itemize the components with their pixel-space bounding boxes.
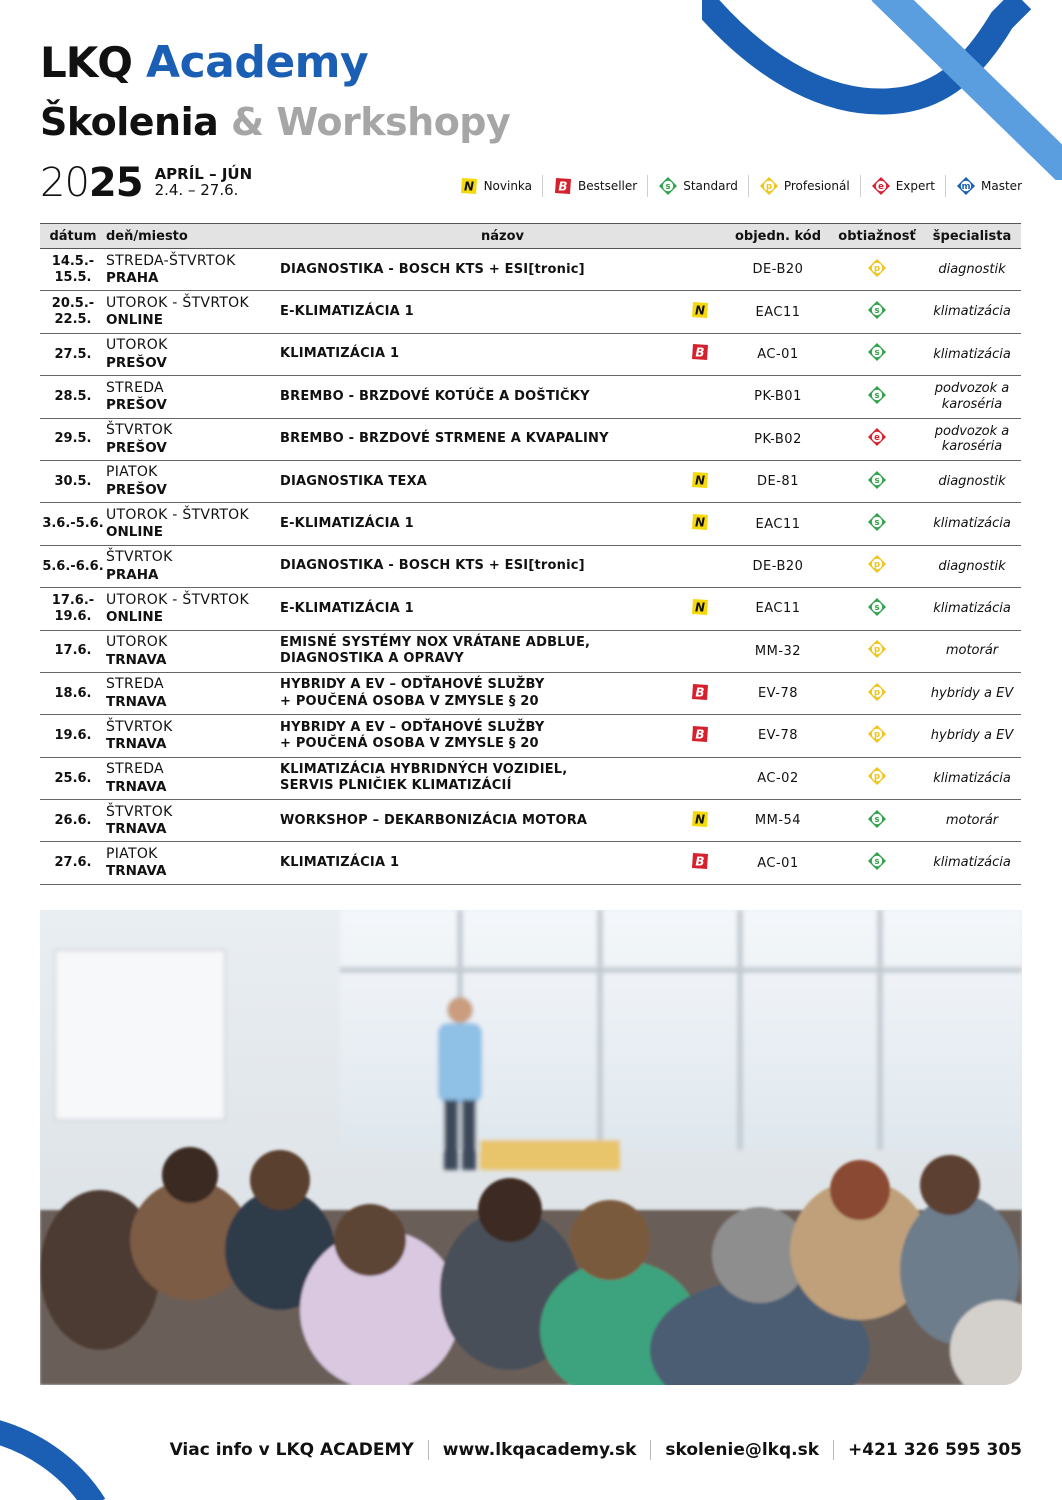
svg-text:B: B	[695, 854, 705, 869]
cell-day-place	[106, 249, 280, 291]
cell-badge	[675, 249, 725, 291]
table-row	[40, 460, 1021, 502]
cell-specialist: diagnostik	[923, 545, 1021, 587]
cell-course-name: HYBRIDY A EV – ODŤAHOVÉ SLUŽBY + POUČENÁ OSOBA V ZMYSLE § 20	[280, 715, 675, 757]
cell-specialist: hybridy a EV	[923, 715, 1021, 757]
place-name: PREŠOV	[106, 439, 167, 456]
cell-date: 3.6.-5.6.	[40, 503, 106, 545]
period-dates: 2.4. – 27.6.	[154, 181, 239, 199]
day-name: STREDA	[106, 676, 164, 693]
cell-badge	[675, 757, 725, 799]
header-level: obtiažnosť	[831, 224, 923, 249]
cell-day-place	[106, 715, 280, 757]
bestseller-icon	[690, 342, 710, 362]
svg-text:s: s	[874, 603, 880, 614]
header-spec: špecialista	[923, 224, 1021, 249]
cell-difficulty	[831, 460, 923, 502]
cell-order-code: DE-B20	[725, 545, 831, 587]
year-light: 20	[40, 160, 89, 206]
cell-date: 5.6.-6.6.	[40, 545, 106, 587]
cell-course-name: KLIMATIZÁCIA HYBRIDNÝCH VOZIDIEL, SERVIS PLNIČIEK KLIMATIZÁCIÍ	[280, 757, 675, 799]
footer-email-link[interactable]: skolenie@lkq.sk	[650, 1440, 833, 1460]
cell-course-name: DIAGNOSTIKA - BOSCH KTS + ESI[tronic]	[280, 249, 675, 291]
period	[155, 167, 253, 199]
svg-text:N: N	[694, 303, 706, 318]
header-name: názov	[280, 224, 725, 249]
cell-date: 19.6.	[40, 715, 106, 757]
table-row	[40, 333, 1021, 375]
novinka-icon	[690, 470, 710, 490]
expert-icon	[867, 427, 887, 447]
standard-icon	[867, 809, 887, 829]
cell-specialist: klimatizácia	[923, 503, 1021, 545]
footer-web-link[interactable]: www.lkqacademy.sk	[428, 1440, 651, 1460]
schedule-table	[40, 223, 1021, 885]
cell-course-name: KLIMATIZÁCIA 1	[280, 333, 675, 375]
cell-day-place	[106, 800, 280, 842]
cell-date: 25.6.	[40, 757, 106, 799]
place-name: PREŠOV	[106, 354, 167, 371]
cell-difficulty	[831, 418, 923, 460]
year	[40, 160, 143, 206]
cell-order-code: MM-32	[725, 630, 831, 672]
day-name: ŠTVRTOK	[106, 718, 173, 735]
cell-specialist: motorár	[923, 630, 1021, 672]
novinka-icon	[690, 300, 710, 320]
cell-order-code: EV-78	[725, 672, 831, 714]
svg-text:p: p	[873, 730, 881, 741]
cell-date: 20.5.- 22.5.	[40, 291, 106, 333]
title-amp: & Workshopy	[230, 100, 511, 144]
cell-badge	[675, 503, 725, 545]
cell-course-name: EMISNÉ SYSTÉMY NOX VRÁTANE ADBLUE, DIAGNOSTIKA A OPRAVY	[280, 630, 675, 672]
cell-day-place	[106, 630, 280, 672]
svg-text:p: p	[765, 182, 772, 193]
cell-date: 30.5.	[40, 460, 106, 502]
novinka-icon	[690, 809, 710, 829]
bestseller-icon	[690, 682, 710, 702]
legend	[449, 175, 1022, 197]
table-row	[40, 672, 1021, 714]
table-row	[40, 842, 1021, 884]
cell-difficulty	[831, 249, 923, 291]
legend-item-standard	[647, 175, 748, 197]
day-name: ŠTVRTOK	[106, 549, 173, 566]
cell-badge	[675, 672, 725, 714]
cell-specialist: klimatizácia	[923, 333, 1021, 375]
standard-icon	[658, 176, 678, 196]
cell-difficulty	[831, 291, 923, 333]
bestseller-icon	[690, 851, 710, 871]
svg-text:B: B	[558, 179, 568, 194]
period-months: APRÍL – JÚN	[154, 165, 253, 184]
cell-badge	[675, 291, 725, 333]
cell-difficulty	[831, 672, 923, 714]
cell-order-code: AC-02	[725, 757, 831, 799]
cell-order-code: EAC11	[725, 291, 831, 333]
cell-badge	[675, 418, 725, 460]
legend-label: Novinka	[483, 179, 533, 193]
cell-course-name: BREMBO - BRZDOVÉ KOTÚČE A DOŠTIČKY	[280, 376, 675, 418]
table-row	[40, 588, 1021, 630]
day-name: PIATOK	[106, 464, 158, 481]
table-header-row	[40, 224, 1021, 249]
novinka-icon	[690, 597, 710, 617]
place-name: TRNAVA	[106, 863, 167, 880]
cell-course-name: E-KLIMATIZÁCIA 1	[280, 588, 675, 630]
table-row	[40, 291, 1021, 333]
year-bold: 25	[88, 160, 143, 206]
svg-text:p: p	[873, 772, 881, 783]
cell-day-place	[106, 418, 280, 460]
legend-item-profesionál	[748, 175, 860, 197]
page-title	[40, 100, 510, 144]
place-name: PRAHA	[106, 566, 159, 583]
svg-text:B: B	[695, 727, 705, 742]
place-name: PREŠOV	[106, 481, 167, 498]
cell-date: 28.5.	[40, 376, 106, 418]
svg-text:s: s	[874, 348, 880, 359]
svg-text:p: p	[873, 645, 881, 656]
bestseller-icon	[553, 176, 573, 196]
cell-badge	[675, 333, 725, 375]
legend-item-bestseller	[542, 175, 647, 197]
cell-date: 27.6.	[40, 842, 106, 884]
standard-icon	[867, 300, 887, 320]
day-name: ŠTVRTOK	[106, 422, 173, 439]
novinka-icon	[690, 512, 710, 532]
cell-specialist: klimatizácia	[923, 842, 1021, 884]
year-period	[40, 160, 252, 206]
cell-course-name: E-KLIMATIZÁCIA 1	[280, 291, 675, 333]
table-row	[40, 545, 1021, 587]
day-name: UTOROK - ŠTVRTOK	[106, 591, 249, 608]
cell-day-place	[106, 672, 280, 714]
cell-specialist: motorár	[923, 800, 1021, 842]
cell-specialist: klimatizácia	[923, 291, 1021, 333]
legend-label: Expert	[895, 179, 936, 193]
footer-contact	[170, 1440, 1022, 1460]
header-day: deň/miesto	[106, 224, 280, 249]
profesional-icon	[867, 766, 887, 786]
day-name: UTOROK - ŠTVRTOK	[106, 506, 249, 523]
svg-text:p: p	[873, 687, 881, 698]
svg-text:s: s	[665, 182, 671, 193]
cell-day-place	[106, 757, 280, 799]
legend-label: Standard	[683, 179, 738, 193]
cell-order-code: PK-B01	[725, 376, 831, 418]
svg-text:B: B	[695, 685, 705, 700]
cell-day-place	[106, 376, 280, 418]
table-row	[40, 800, 1021, 842]
cell-difficulty	[831, 757, 923, 799]
cell-difficulty	[831, 842, 923, 884]
header-code: objedn. kód	[725, 224, 831, 249]
cell-date: 18.6.	[40, 672, 106, 714]
legend-label: Profesionál	[783, 179, 850, 193]
cell-day-place	[106, 503, 280, 545]
table-row	[40, 757, 1021, 799]
day-name: UTOROK	[106, 634, 168, 651]
cell-difficulty	[831, 545, 923, 587]
svg-text:N: N	[694, 812, 706, 827]
cell-course-name: BREMBO - BRZDOVÉ STRMENE A KVAPALINY	[280, 418, 675, 460]
cell-course-name: KLIMATIZÁCIA 1	[280, 842, 675, 884]
cell-difficulty	[831, 715, 923, 757]
cell-day-place	[106, 588, 280, 630]
cell-day-place	[106, 545, 280, 587]
svg-text:N: N	[463, 179, 474, 194]
cell-course-name: DIAGNOSTIKA - BOSCH KTS + ESI[tronic]	[280, 545, 675, 587]
profesional-icon	[867, 682, 887, 702]
svg-text:s: s	[874, 306, 880, 317]
bestseller-icon	[690, 724, 710, 744]
footer-info: Viac info v LKQ ACADEMY	[169, 1440, 414, 1460]
standard-icon	[867, 512, 887, 532]
cell-day-place	[106, 291, 280, 333]
place-name: TRNAVA	[106, 693, 167, 710]
cell-difficulty	[831, 630, 923, 672]
cell-date: 27.5.	[40, 333, 106, 375]
svg-text:e: e	[874, 433, 880, 444]
place-name: TRNAVA	[106, 736, 167, 753]
decorative-swoosh-bottom	[0, 1410, 120, 1500]
svg-text:m: m	[961, 182, 971, 193]
cell-date: 17.6.	[40, 630, 106, 672]
svg-text:N: N	[694, 473, 706, 488]
table-row	[40, 503, 1021, 545]
cell-badge	[675, 588, 725, 630]
place-name: PREŠOV	[106, 397, 167, 414]
cell-specialist: diagnostik	[923, 460, 1021, 502]
cell-order-code: EAC11	[725, 588, 831, 630]
cell-course-name: HYBRIDY A EV – ODŤAHOVÉ SLUŽBY + POUČENÁ OSOBA V ZMYSLE § 20	[280, 672, 675, 714]
cell-specialist: hybridy a EV	[923, 672, 1021, 714]
cell-difficulty	[831, 588, 923, 630]
standard-icon	[867, 597, 887, 617]
cell-badge	[675, 545, 725, 587]
profesional-icon	[867, 554, 887, 574]
cell-specialist: podvozok a karoséria	[923, 376, 1021, 418]
cell-order-code: EV-78	[725, 715, 831, 757]
day-name: STREDA	[106, 379, 164, 396]
novinka-icon	[459, 176, 479, 196]
cell-date: 17.6.- 19.6.	[40, 588, 106, 630]
svg-text:p: p	[873, 560, 881, 571]
master-icon	[956, 176, 976, 196]
legend-label: Master	[981, 179, 1022, 193]
cell-badge	[675, 630, 725, 672]
profesional-icon	[867, 258, 887, 278]
day-name: UTOROK - ŠTVRTOK	[106, 294, 249, 311]
cell-difficulty	[831, 800, 923, 842]
cell-date: 29.5.	[40, 418, 106, 460]
place-name: TRNAVA	[106, 651, 167, 668]
place-name: ONLINE	[106, 609, 163, 626]
cell-order-code: EAC11	[725, 503, 831, 545]
svg-text:p: p	[873, 263, 881, 274]
table-row	[40, 630, 1021, 672]
profesional-icon	[867, 724, 887, 744]
place-name: TRNAVA	[106, 778, 167, 795]
cell-specialist: podvozok a karoséria	[923, 418, 1021, 460]
logo-academy: Academy	[146, 36, 369, 88]
cell-order-code: DE-B20	[725, 249, 831, 291]
standard-icon	[867, 851, 887, 871]
legend-label: Bestseller	[578, 179, 638, 193]
place-name: ONLINE	[106, 312, 163, 329]
table-row	[40, 249, 1021, 291]
cell-order-code: AC-01	[725, 842, 831, 884]
cell-course-name: DIAGNOSTIKA TEXA	[280, 460, 675, 502]
cell-order-code: DE-81	[725, 460, 831, 502]
standard-icon	[867, 342, 887, 362]
decorative-swoosh-top	[702, 0, 1062, 180]
logo-lkq: LKQ	[40, 37, 133, 87]
cell-date: 14.5.- 15.5.	[40, 249, 106, 291]
legend-item-novinka	[449, 175, 542, 197]
table-row	[40, 376, 1021, 418]
place-name: TRNAVA	[106, 821, 167, 838]
cell-order-code: MM-54	[725, 800, 831, 842]
svg-text:N: N	[694, 600, 706, 615]
day-name: ŠTVRTOK	[106, 803, 173, 820]
cell-order-code: AC-01	[725, 333, 831, 375]
cell-badge	[675, 715, 725, 757]
cell-badge	[675, 460, 725, 502]
cell-specialist: klimatizácia	[923, 588, 1021, 630]
cell-badge	[675, 376, 725, 418]
cell-badge	[675, 800, 725, 842]
day-name: PIATOK	[106, 845, 158, 862]
day-name: UTOROK	[106, 337, 168, 354]
standard-icon	[867, 385, 887, 405]
expert-icon	[871, 176, 891, 196]
cell-day-place	[106, 842, 280, 884]
legend-item-expert	[860, 175, 945, 197]
svg-text:s: s	[874, 475, 880, 486]
cell-order-code: PK-B02	[725, 418, 831, 460]
standard-icon	[867, 470, 887, 490]
title-main: Školenia	[40, 100, 219, 144]
place-name: ONLINE	[106, 524, 163, 541]
cell-difficulty	[831, 503, 923, 545]
place-name: PRAHA	[106, 270, 159, 286]
day-name: STREDA-ŠTVRTOK	[106, 252, 236, 269]
cell-course-name: E-KLIMATIZÁCIA 1	[280, 503, 675, 545]
profesional-icon	[867, 639, 887, 659]
svg-text:e: e	[877, 182, 884, 193]
seminar-photo	[40, 910, 1022, 1385]
cell-badge	[675, 842, 725, 884]
footer-phone[interactable]: +421 326 595 305	[833, 1440, 1022, 1460]
cell-specialist: diagnostik	[923, 249, 1021, 291]
svg-text:N: N	[694, 515, 706, 530]
cell-day-place	[106, 333, 280, 375]
brand-logo	[40, 36, 368, 88]
header-date: dátum	[40, 224, 106, 249]
cell-difficulty	[831, 376, 923, 418]
table-row	[40, 418, 1021, 460]
svg-text:s: s	[874, 391, 880, 402]
table-row	[40, 715, 1021, 757]
cell-specialist: klimatizácia	[923, 757, 1021, 799]
profesional-icon	[759, 176, 779, 196]
cell-day-place	[106, 460, 280, 502]
cell-course-name: WORKSHOP – DEKARBONIZÁCIA MOTORA	[280, 800, 675, 842]
day-name: STREDA	[106, 761, 164, 778]
svg-text:B: B	[695, 345, 705, 360]
cell-date: 26.6.	[40, 800, 106, 842]
svg-text:s: s	[874, 518, 880, 529]
svg-text:s: s	[874, 814, 880, 825]
svg-text:s: s	[874, 857, 880, 868]
cell-difficulty	[831, 333, 923, 375]
legend-item-master	[945, 175, 1022, 197]
